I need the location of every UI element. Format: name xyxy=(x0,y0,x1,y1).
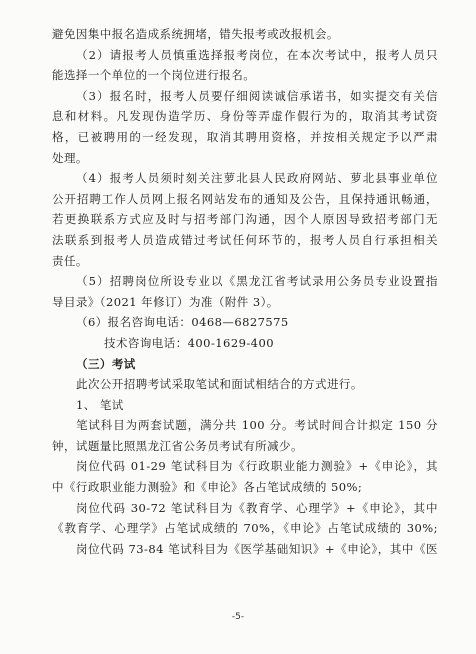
body-line: 岗位代码 01-29 笔试科目为《行政职业能力测验》+《申论》，其 xyxy=(76,459,438,474)
body-line: 此次公开招聘考试采取笔试和面试相结合的方式进行。 xyxy=(76,377,363,392)
body-line: 岗位代码 73-84 笔试科目为《医学基础知识》+《申论》，其中《医 xyxy=(76,541,438,556)
body-line: （5）招聘岗位所设专业以《黑龙江省考试录用公务员专业设置指 xyxy=(76,274,438,289)
page-number: -5- xyxy=(231,612,245,622)
body-line: 钟，试题量比照黑龙江省公务员考试有所减少。 xyxy=(52,438,303,453)
body-line: 处理。 xyxy=(52,150,88,165)
subsection-heading: 1、 笔试 xyxy=(76,397,124,412)
body-line: 岗位代码 30-72 笔试科目为《教育学、心理学》+《申论》，其中 xyxy=(76,500,438,515)
section-heading: （三）考试 xyxy=(76,356,136,371)
document-body xyxy=(52,24,438,559)
body-line: 导目录》（2021 年修订）为准（附件 3）。 xyxy=(52,294,279,309)
body-line: （2）请报考人员慎重选择报考岗位，在本次考试中，报考人员只 xyxy=(76,47,438,62)
body-line: 《教育学、心理学》占笔试成绩的 70%，《申论》占笔试成绩的 30%; xyxy=(52,521,438,536)
body-line: 格，已被聘用的一经发现，取消其聘用资格，并按相关规定予以严肃 xyxy=(52,129,438,144)
body-line: 法联系到报考人员造成错过考试任何环节的，报考人员自行承担相关 xyxy=(52,232,438,247)
body-line: 责任。 xyxy=(52,253,88,268)
body-line: 若更换联系方式应及时与招考部门沟通，因个人原因导致招考部门无 xyxy=(52,212,438,227)
tech-phone-line: 技术咨询电话：400-1629-400 xyxy=(104,335,274,350)
body-line: 公开招聘工作人员网上报名网站发布的通知及公告，且保持通讯畅通， xyxy=(52,191,438,206)
body-line: 中《行政职业能力测验》和《申论》各占笔试成绩的 50%; xyxy=(52,480,363,495)
contact-phone-line: （6）报名咨询电话：0468—6827575 xyxy=(76,315,289,330)
body-line: （4）报考人员须时刻关注萝北县人民政府网站、萝北县事业单位 xyxy=(76,171,438,186)
body-line: 息和材料。凡发现伪造学历、身份等弄虚作假行为的，取消其考试资 xyxy=(52,109,438,124)
body-line: 能选择一个单位的一个岗位进行报名。 xyxy=(52,68,256,83)
body-line: 避免因集中报名造成系统拥堵，错失报考或改报机会。 xyxy=(52,27,339,41)
body-line: 笔试科目为两套试题，满分共 100 分。考试时间合计拟定 150 分 xyxy=(76,418,438,433)
body-line: （3）报名时，报考人员要仔细阅读诚信承诺书，如实提交有关信 xyxy=(76,88,438,103)
